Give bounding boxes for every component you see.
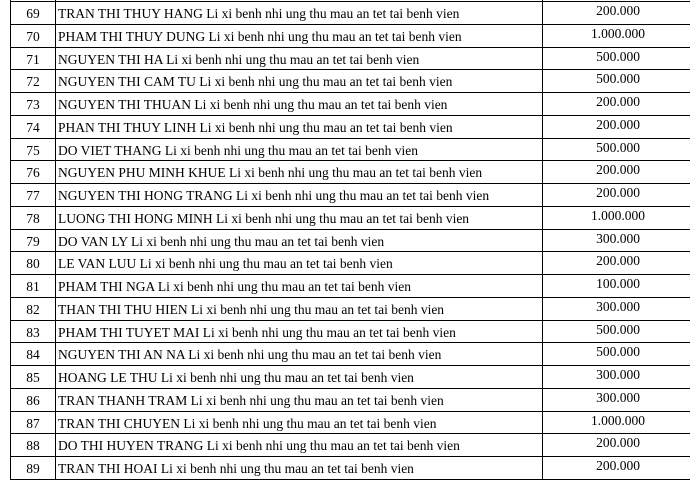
table-row <box>11 297 690 320</box>
row-number-cell: 69 <box>11 2 56 25</box>
row-number-cell: 86 <box>11 388 56 411</box>
table-row <box>11 184 690 207</box>
amount-cell: 300.000 <box>543 366 690 389</box>
description-cell: NGUYEN THI HONG TRANG Li xi benh nhi ung thu mau an tet tai benh vien <box>56 184 543 207</box>
row-number-cell: 78 <box>11 206 56 229</box>
description-cell: TRAN THI CHUYEN Li xi benh nhi ung thu mau an tet tai benh vien <box>56 411 543 434</box>
row-number-cell: 76 <box>11 161 56 184</box>
row-number-cell: 71 <box>11 47 56 70</box>
description-cell: DO THI HUYEN TRANG Li xi benh nhi ung thu mau an tet tai benh vien <box>56 434 543 457</box>
amount-cell: 200.000 <box>543 2 690 25</box>
amount-cell: 500.000 <box>543 138 690 161</box>
amount-cell: 300.000 <box>543 297 690 320</box>
amount-cell: 200.000 <box>543 184 690 207</box>
amount-cell: 300.000 <box>543 229 690 252</box>
description-cell: TRAN THANH TRAM Li xi benh nhi ung thu mau an tet tai benh vien <box>56 388 543 411</box>
amount-cell: 1.000.000 <box>543 411 690 434</box>
table-row <box>11 343 690 366</box>
table-row <box>11 138 690 161</box>
description-cell: NGUYEN THI THUAN Li xi benh nhi ung thu mau an tet tai benh vien <box>56 93 543 116</box>
row-number-cell: 70 <box>11 24 56 47</box>
table-row <box>11 252 690 275</box>
amount-cell: 1.000.000 <box>543 206 690 229</box>
amount-cell: 500.000 <box>543 343 690 366</box>
row-number-cell: 87 <box>11 411 56 434</box>
table-row <box>11 366 690 389</box>
donation-ledger-table <box>10 0 690 480</box>
description-cell: PHAM THI NGA Li xi benh nhi ung thu mau an tet tai benh vien <box>56 275 543 298</box>
description-cell: NGUYEN THI CAM TU Li xi benh nhi ung thu mau an tet tai benh vien <box>56 70 543 93</box>
table-row <box>11 70 690 93</box>
row-number-cell: 74 <box>11 115 56 138</box>
row-number-cell: 89 <box>11 457 56 480</box>
amount-cell: 200.000 <box>543 252 690 275</box>
table-row <box>11 93 690 116</box>
description-cell: PHAM THI THUY DUNG Li xi benh nhi ung thu mau an tet tai benh vien <box>56 24 543 47</box>
row-number-cell: 75 <box>11 138 56 161</box>
row-number-cell: 85 <box>11 366 56 389</box>
amount-cell: 500.000 <box>543 47 690 70</box>
description-cell: DO VIET THANG Li xi benh nhi ung thu mau an tet tai benh vien <box>56 138 543 161</box>
amount-cell: 200.000 <box>543 93 690 116</box>
ledger-body <box>11 0 690 479</box>
description-cell: NGUYEN PHU MINH KHUE Li xi benh nhi ung thu mau an tet tai benh vien <box>56 161 543 184</box>
table-row <box>11 457 690 480</box>
amount-cell: 1.000.000 <box>543 24 690 47</box>
table-row <box>11 115 690 138</box>
row-number-cell: 82 <box>11 297 56 320</box>
description-cell: TRAN THI THUY HANG Li xi benh nhi ung thu mau an tet tai benh vien <box>56 2 543 25</box>
table-row <box>11 24 690 47</box>
table-row <box>11 320 690 343</box>
description-cell: TRAN THI HOAI Li xi benh nhi ung thu mau an tet tai benh vien <box>56 457 543 480</box>
amount-cell: 300.000 <box>543 388 690 411</box>
description-cell: THAN THI THU HIEN Li xi benh nhi ung thu mau an tet tai benh vien <box>56 297 543 320</box>
table-row <box>11 161 690 184</box>
row-number-cell: 81 <box>11 275 56 298</box>
row-number-cell: 73 <box>11 93 56 116</box>
table-row <box>11 206 690 229</box>
row-number-cell: 84 <box>11 343 56 366</box>
description-cell: LE VAN LUU Li xi benh nhi ung thu mau an tet tai benh vien <box>56 252 543 275</box>
amount-cell: 200.000 <box>543 115 690 138</box>
description-cell: NGUYEN THI AN NA Li xi benh nhi ung thu mau an tet tai benh vien <box>56 343 543 366</box>
table-row <box>11 47 690 70</box>
description-cell: PHAN THI THUY LINH Li xi benh nhi ung thu mau an tet tai benh vien <box>56 115 543 138</box>
row-number-cell: 80 <box>11 252 56 275</box>
row-number-cell: 72 <box>11 70 56 93</box>
amount-cell: 100.000 <box>543 275 690 298</box>
amount-cell: 500.000 <box>543 70 690 93</box>
table-row <box>11 2 690 25</box>
row-number-cell: 79 <box>11 229 56 252</box>
table-row <box>11 411 690 434</box>
description-cell: PHAM THI TUYET MAI Li xi benh nhi ung thu mau an tet tai benh vien <box>56 320 543 343</box>
table-row <box>11 275 690 298</box>
description-cell: NGUYEN THI HA Li xi benh nhi ung thu mau an tet tai benh vien <box>56 47 543 70</box>
description-cell: HOANG LE THU Li xi benh nhi ung thu mau an tet tai benh vien <box>56 366 543 389</box>
description-cell: DO VAN LY Li xi benh nhi ung thu mau an tet tai benh vien <box>56 229 543 252</box>
row-number-cell: 88 <box>11 434 56 457</box>
table-row <box>11 229 690 252</box>
amount-cell: 200.000 <box>543 434 690 457</box>
amount-cell: 200.000 <box>543 457 690 480</box>
description-cell: LUONG THI HONG MINH Li xi benh nhi ung thu mau an tet tai benh vien <box>56 206 543 229</box>
row-number-cell: 77 <box>11 184 56 207</box>
table-row <box>11 388 690 411</box>
amount-cell: 200.000 <box>543 161 690 184</box>
table-row <box>11 434 690 457</box>
row-number-cell: 83 <box>11 320 56 343</box>
amount-cell: 500.000 <box>543 320 690 343</box>
